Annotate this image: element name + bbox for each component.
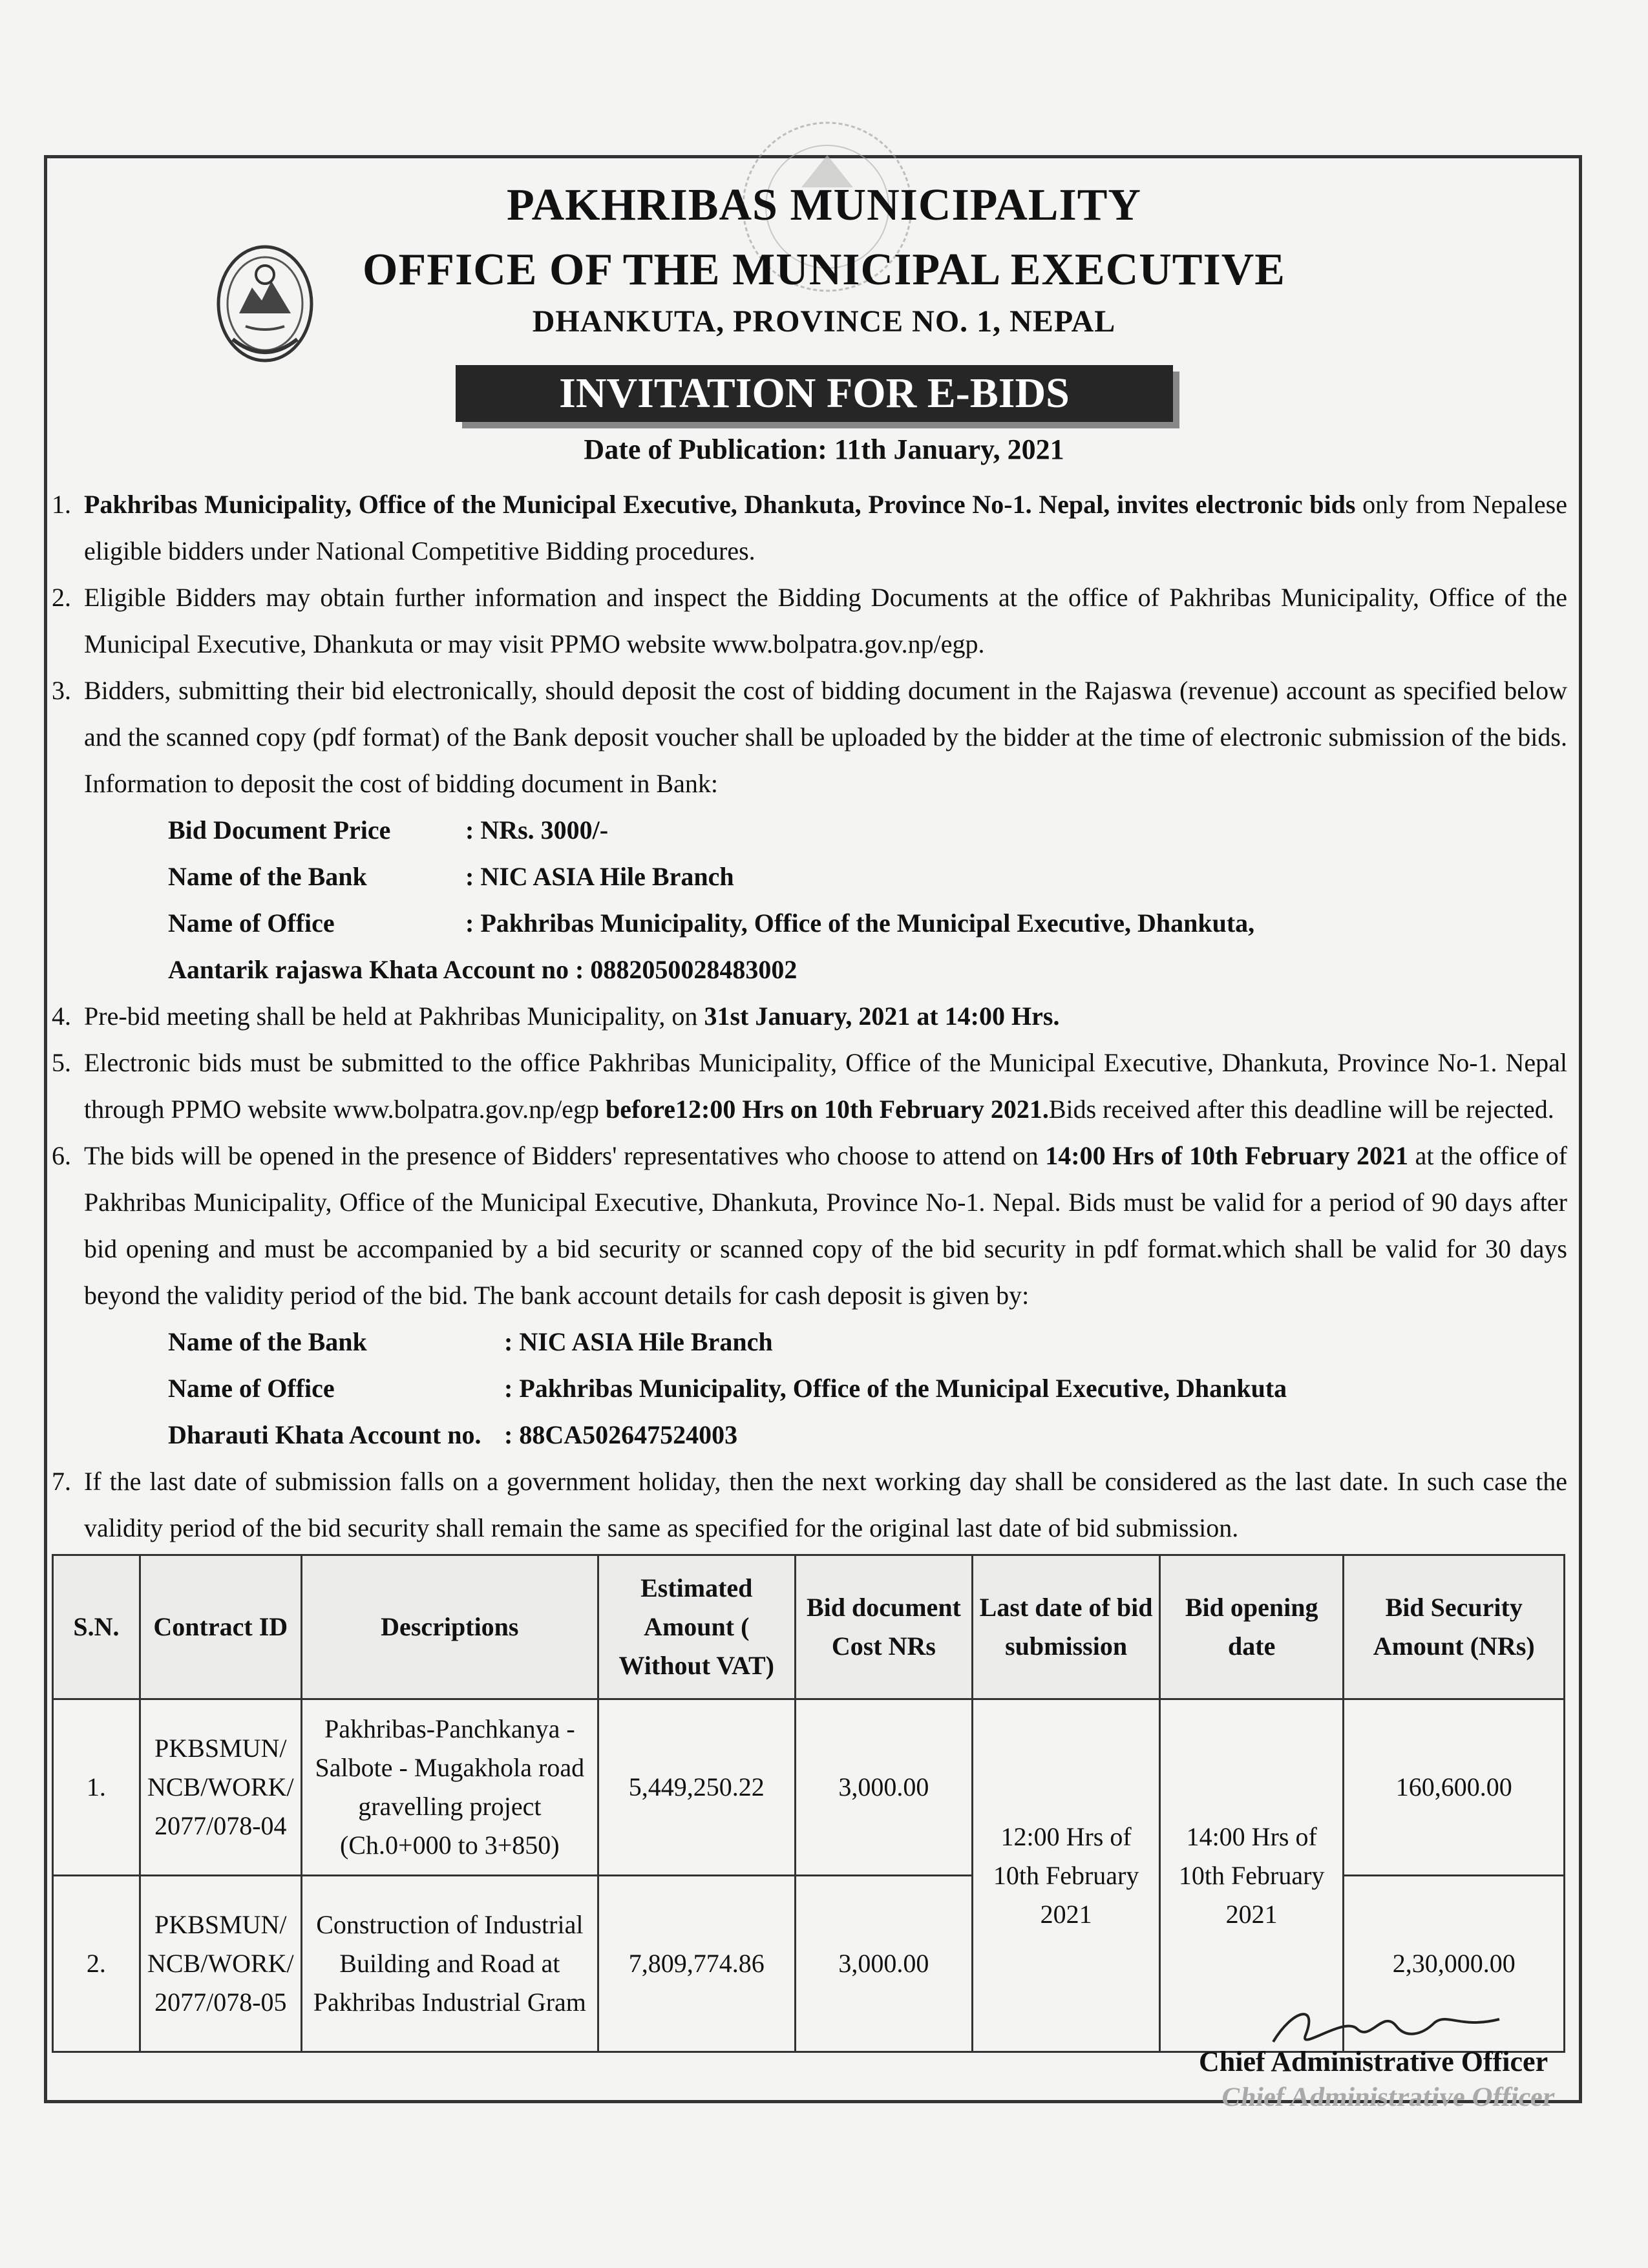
cell-contract-id: PKBSMUN/ NCB/WORK/ 2077/078-04 <box>140 1699 301 1876</box>
cell-sn: 2. <box>53 1876 140 2052</box>
paragraph-7: 7. If the last date of submission falls on a government holiday, then the next working day shall be considered as the last date. In such case the validity period of the bid security shall remain the same as specified for the original last date of bid submission. <box>52 1467 1567 1542</box>
bids-table <box>52 1554 1565 2053</box>
column-header: Contract ID <box>140 1555 301 1699</box>
detail-row: Name of Office : Pakhribas Municipality, Office of the Municipal Executive, Dhankuta, <box>168 908 1255 938</box>
table-header-row <box>53 1555 1565 1699</box>
cell-description: Pakhribas-Panchkanya - Salbote - Mugakhola road gravelling project (Ch.0+000 to 3+850) <box>301 1699 598 1876</box>
cell-contract-id: PKBSMUN/ NCB/WORK/ 2077/078-05 <box>140 1876 301 2052</box>
cell-security: 2,30,000.00 <box>1344 1876 1565 2052</box>
paragraph-2: 2. Eligible Bidders may obtain further information and inspect the Bidding Documents at the office of Pakhribas Municipality, Office of the Municipal Executive, Dhankuta or may visit PPMO website www.bolpatra.gov.np/egp. <box>52 583 1567 658</box>
security-deposit-details <box>52 1319 1567 1458</box>
cell-opening-date: 14:00 Hrs of 10th February 2021 <box>1159 1699 1344 2052</box>
detail-row: Bid Document Price : NRs. 3000/- <box>168 815 609 845</box>
paragraph-5: 5. Electronic bids must be submitted to the office Pakhribas Municipality, Office of the Municipal Executive, Dhankuta, Province No-1. Nepal through PPMO website www.bolpatra.gov.np/egp before12:00 Hrs on 10th February 2021.Bids received after this deadline will be rejected. <box>52 1048 1567 1124</box>
column-header: S.N. <box>53 1555 140 1699</box>
notice-body <box>52 481 1567 1551</box>
column-header: Descriptions <box>301 1555 598 1699</box>
detail-row: Name of the Bank : NIC ASIA Hile Branch <box>168 862 734 891</box>
cell-last-date: 12:00 Hrs of 10th February 2021 <box>973 1699 1160 2052</box>
notice-banner: INVITATION FOR E-BIDS <box>456 365 1173 422</box>
detail-row: Name of Office : Pakhribas Municipality, Office of the Municipal Executive, Dhankuta <box>168 1374 1287 1403</box>
paragraph-4: 4. Pre-bid meeting shall be held at Pakhribas Municipality, on 31st January, 2021 at 14:00 Hrs. <box>52 1002 1060 1031</box>
column-header: Bid opening date <box>1159 1555 1344 1699</box>
cell-description: Construction of Industrial Building and Road at Pakhribas Industrial Gram <box>301 1876 598 2052</box>
org-name: PAKHRIBAS MUNICIPALITY <box>507 180 1141 230</box>
detail-row: Name of the Bank : NIC ASIA Hile Branch <box>168 1327 773 1356</box>
cell-security: 160,600.00 <box>1344 1699 1565 1876</box>
cell-doc-cost: 3,000.00 <box>795 1699 973 1876</box>
column-header: Last date of bid submission <box>973 1555 1160 1699</box>
paragraph-6: 6. The bids will be opened in the presence of Bidders' representatives who choose to attend on 14:00 Hrs of 10th February 2021 at the office of Pakhribas Municipality, Office of the Municipal Executive, Dhankuta, Province No-1. Nepal. Bids must be valid for a period of 90 days after bid opening and must be accompanied by a bid security or scanned copy of the bid security in pdf format.which shall be valid for 30 days beyond the validity period of the bid. The bank account details for cash deposit is given by: <box>52 1141 1568 1310</box>
signatory-stamp: Chief Administrative Officer <box>1219 2083 1557 2112</box>
column-header: Bid document Cost NRs <box>795 1555 973 1699</box>
column-header: Bid Security Amount (NRs) <box>1344 1555 1565 1699</box>
publication-date: Date of Publication: 11th January, 2021 <box>584 434 1064 465</box>
cell-amount: 7,809,774.86 <box>598 1876 795 2052</box>
deposit-details <box>52 807 1567 993</box>
cell-sn: 1. <box>53 1699 140 1876</box>
cell-doc-cost: 3,000.00 <box>795 1876 973 2052</box>
cell-amount: 5,449,250.22 <box>598 1699 795 1876</box>
location: DHANKUTA, PROVINCE NO. 1, NEPAL <box>532 304 1116 339</box>
table-row <box>53 1699 1565 1876</box>
detail-row: Dharauti Khata Account no. : 88CA502647524003 <box>168 1420 738 1449</box>
column-header: Estimated Amount ( Without VAT) <box>598 1555 795 1699</box>
paragraph-3: 3. Bidders, submitting their bid electronically, should deposit the cost of bidding document in the Rajaswa (revenue) account as specified below and the scanned copy (pdf format) of the Bank deposit voucher shall be uploaded by the bidder at the time of electronic submission of the bids. Information to deposit the cost of bidding document in Bank: <box>52 676 1567 798</box>
detail-row: Aantarik rajaswa Khata Account no : 0882050028483002 <box>168 955 798 984</box>
office-title: OFFICE OF THE MUNICIPAL EXECUTIVE <box>363 245 1285 295</box>
signatory-title: Chief Administrative Officer <box>1199 2046 1548 2077</box>
paragraph-1: 1. Pakhribas Municipality, Office of the Municipal Executive, Dhankuta, Province No-1. Nepal, invites electronic bids only from Nepalese eligible bidders under National Competitive Bidding procedures. <box>52 490 1568 565</box>
